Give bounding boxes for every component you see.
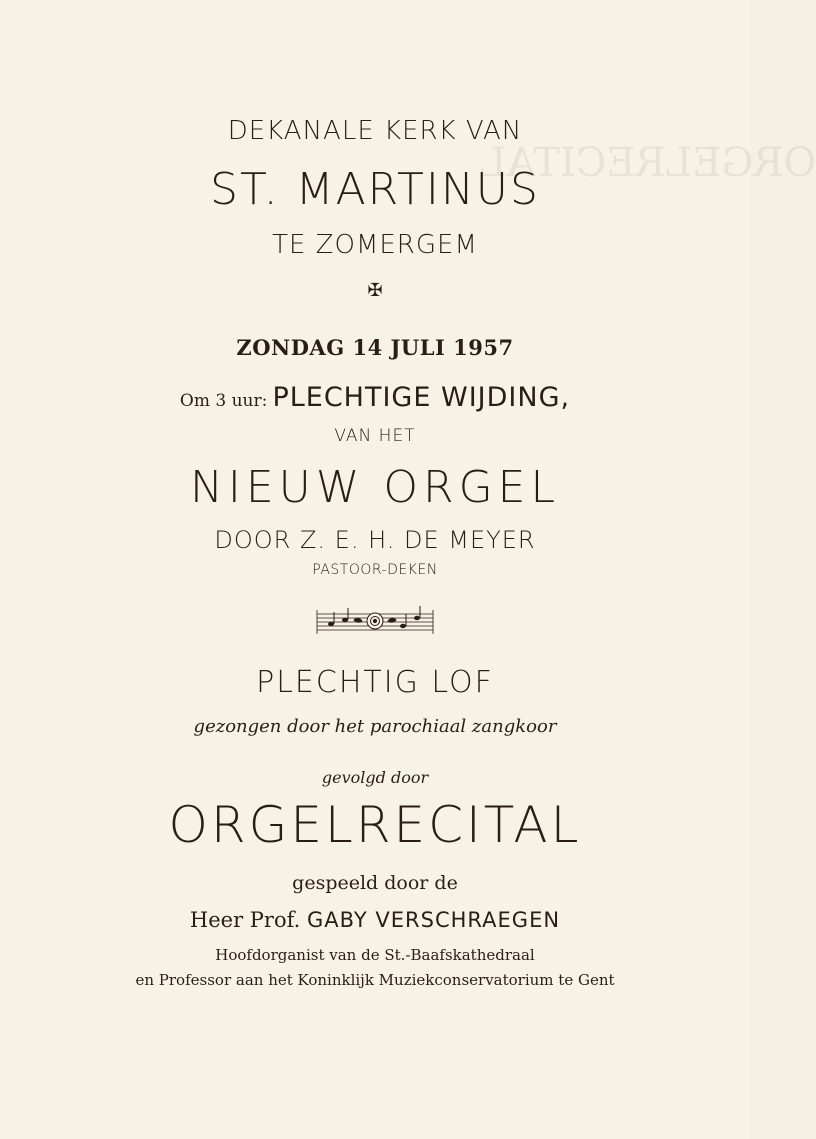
lof-title: PLECHTIG LOF: [256, 665, 494, 700]
played-by-text: gespeeld door de: [292, 872, 458, 894]
blessed-by: DOOR Z. E. H. DE MEYER: [214, 526, 536, 554]
time-prefix: Om 3 uur:: [179, 391, 268, 411]
ceremony-line: [0, 384, 750, 411]
church-location: TE ZOMERGEM: [272, 230, 478, 260]
priest-title: PASTOOR-DEKEN: [312, 562, 438, 578]
performer-role-2: en Professor aan het Koninklijk Muziekconservatorium te Gent: [135, 971, 615, 989]
performer-role-1: Hoofdorganist van de St.-Baafskathedraal: [215, 946, 535, 964]
performer-prefix: Heer Prof.: [189, 908, 301, 932]
organ-title: NIEUW ORGEL: [189, 462, 560, 513]
ceremony-title: PLECHTIGE WIJDING,: [272, 382, 571, 413]
sung-by-text: gezongen door het parochiaal zangkoor: [193, 716, 557, 737]
church-line-1: DEKANALE KERK VAN: [227, 116, 523, 146]
church-name: ST. MARTINUS: [210, 164, 540, 215]
recital-title: ORGELRECITAL: [168, 796, 582, 854]
music-ornament-icon: [315, 604, 435, 638]
followed-by-text: gevolgd door: [321, 768, 429, 787]
performer-name: GABY VERSCHRAEGEN: [307, 908, 561, 932]
event-date: ZONDAG 14 JULI 1957: [236, 335, 514, 360]
of-the-label: VAN HET: [334, 426, 416, 446]
program-page: ORGELRECITAL DEKANALE KERK VAN ST. MARTINUS TE ZOMERGEM ✠ ZONDAG 14 JULI 1957 Om 3 uur: PLECHTIGE WIJDING, VAN HET NIEUW ORGEL DOOR Z. E. H. DE MEYER PASTOOR-DEKEN PLECHTIG LOF gezongen door het parochiaal zangkoor gevolgd door ORGELRECITAL gespeeld door de Heer Prof. GABY VERSCHRAEGEN Hoofdorganist van de St.-Baafskathedraal en Professor aan het Koninklijk Muziekconservatorium te Gent: [0, 0, 750, 1139]
performer-line: [0, 910, 750, 931]
cross-icon: ✠: [367, 280, 383, 301]
